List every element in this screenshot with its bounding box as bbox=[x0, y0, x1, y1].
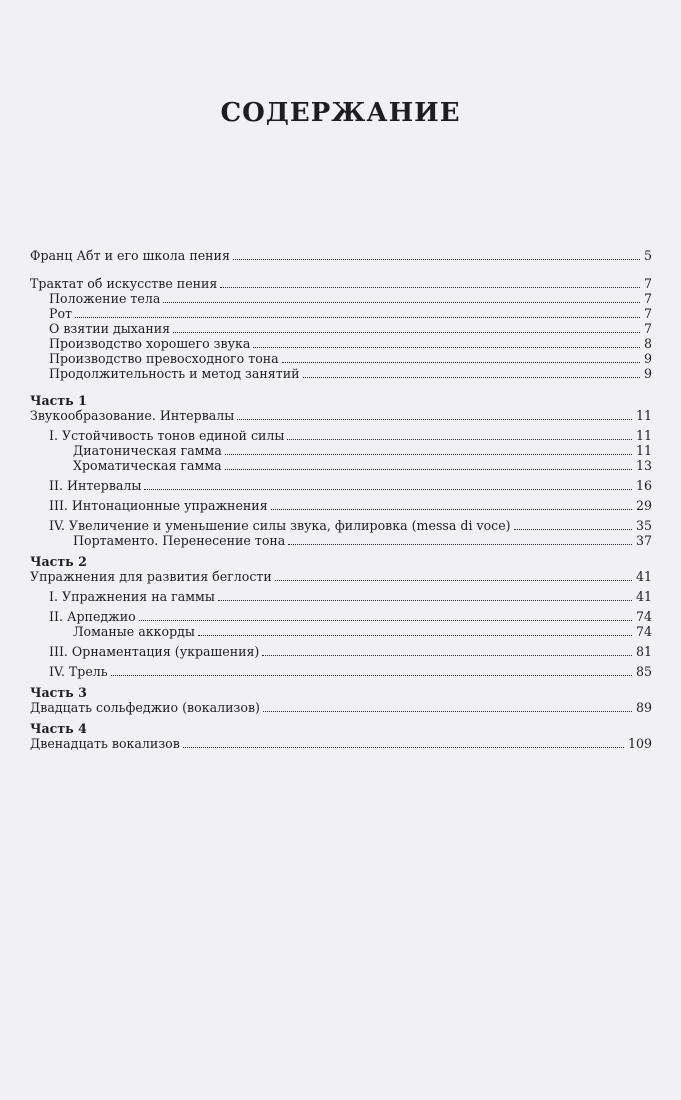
toc-page-number: 11 bbox=[635, 408, 652, 423]
toc-part-heading: Часть 2 bbox=[30, 554, 87, 569]
toc-entry-title: Диатоническая гамма bbox=[73, 443, 222, 458]
toc-page-number: 41 bbox=[635, 569, 652, 584]
toc-entry-title: IV. Трель bbox=[49, 664, 108, 679]
toc-entry-title: II. Интервалы bbox=[49, 478, 142, 493]
toc-page-number: 7 bbox=[643, 276, 652, 291]
toc-entry-title: Звукообразование. Интервалы bbox=[30, 408, 235, 423]
toc-entry-title: Трактат об искусстве пения bbox=[30, 276, 218, 291]
toc-entry bbox=[30, 291, 652, 306]
toc-entry-title: Ломаные аккорды bbox=[73, 624, 195, 639]
toc-entry bbox=[30, 589, 652, 604]
toc-dot-leader bbox=[198, 635, 632, 636]
toc-dot-leader bbox=[282, 362, 640, 363]
toc-dot-leader bbox=[163, 302, 640, 303]
toc-entry-title: Двенадцать вокализов bbox=[30, 736, 180, 751]
toc-entry bbox=[30, 533, 652, 548]
toc-page-number: 81 bbox=[635, 644, 652, 659]
toc-page-number: 7 bbox=[643, 306, 652, 321]
toc-page-number: 7 bbox=[643, 321, 652, 336]
toc-dot-leader bbox=[220, 287, 640, 288]
toc-entry-title: Двадцать сольфеджио (вокализов) bbox=[30, 700, 260, 715]
toc-dot-leader bbox=[253, 347, 640, 348]
toc-entry-title: II. Арпеджио bbox=[49, 609, 136, 624]
toc-entry-title: Положение тела bbox=[49, 291, 161, 306]
toc-entry-title: Франц Абт и его школа пения bbox=[30, 248, 230, 263]
toc-entry bbox=[30, 428, 652, 443]
toc-page-number: 35 bbox=[635, 518, 652, 533]
toc-dot-leader bbox=[263, 711, 632, 712]
toc-entry bbox=[30, 458, 652, 473]
toc-entry bbox=[30, 336, 652, 351]
toc-part-heading: Часть 1 bbox=[30, 393, 87, 408]
toc-dot-leader bbox=[262, 655, 632, 656]
toc-page-number: 37 bbox=[635, 533, 652, 548]
toc-page-number: 9 bbox=[643, 366, 652, 381]
toc-entry-title: Производство превосходного тона bbox=[49, 351, 279, 366]
toc-entry-title: III. Интонационные упражнения bbox=[49, 498, 268, 513]
toc-entry-title: Продолжительность и метод занятий bbox=[49, 366, 300, 381]
toc-page-number: 89 bbox=[635, 700, 652, 715]
toc-entry-title: I. Упражнения на гаммы bbox=[49, 589, 215, 604]
toc-page-number: 13 bbox=[635, 458, 652, 473]
toc-entry bbox=[30, 408, 652, 423]
toc-entry bbox=[30, 624, 652, 639]
toc-entry-title: I. Устойчивость тонов единой силы bbox=[49, 428, 285, 443]
toc-entry-title: Упражнения для развития беглости bbox=[30, 569, 272, 584]
toc-entry bbox=[30, 498, 652, 513]
toc-dot-leader bbox=[183, 747, 624, 748]
toc-entry bbox=[30, 644, 652, 659]
toc-entry-title: Хроматическая гамма bbox=[73, 458, 222, 473]
toc-page-number: 16 bbox=[635, 478, 652, 493]
toc-dot-leader bbox=[233, 259, 640, 260]
toc-dot-leader bbox=[288, 544, 632, 545]
toc-dot-leader bbox=[225, 469, 632, 470]
toc-entry bbox=[30, 700, 652, 715]
toc-spacer bbox=[30, 381, 652, 393]
toc-spacer bbox=[30, 263, 652, 276]
toc-entry bbox=[30, 321, 652, 336]
toc-dot-leader bbox=[287, 439, 632, 440]
toc-page-number: 29 bbox=[635, 498, 652, 513]
toc-entry-title: III. Орнаментация (украшения) bbox=[49, 644, 260, 659]
toc-entry-title: Производство хорошего звука bbox=[49, 336, 251, 351]
toc-part-heading: Часть 3 bbox=[30, 685, 87, 700]
toc-dot-leader bbox=[271, 509, 632, 510]
toc-dot-leader bbox=[218, 600, 632, 601]
toc-entry bbox=[30, 366, 652, 381]
toc-entry-title: О взятии дыхания bbox=[49, 321, 171, 336]
toc-entry bbox=[30, 736, 652, 751]
table-of-contents bbox=[30, 248, 652, 751]
toc-entry-title: IV. Увеличение и уменьшение силы звука, филировка (messa di voce) bbox=[49, 518, 511, 533]
toc-part-heading: Часть 4 bbox=[30, 721, 87, 736]
toc-dot-leader bbox=[144, 489, 632, 490]
toc-entry bbox=[30, 664, 652, 679]
toc-entry bbox=[30, 478, 652, 493]
toc-page-number: 74 bbox=[635, 609, 652, 624]
toc-dot-leader bbox=[237, 419, 632, 420]
toc-dot-leader bbox=[275, 580, 632, 581]
toc-dot-leader bbox=[139, 620, 632, 621]
page-title: СОДЕРЖАНИЕ bbox=[220, 98, 461, 128]
toc-entry bbox=[30, 443, 652, 458]
toc-page-number: 7 bbox=[643, 291, 652, 306]
toc-page-number: 5 bbox=[643, 248, 652, 263]
toc-entry bbox=[30, 518, 652, 533]
toc-page-number: 8 bbox=[643, 336, 652, 351]
toc-entry bbox=[30, 276, 652, 291]
toc-entry-title: Рот bbox=[49, 306, 73, 321]
toc-page-number: 109 bbox=[627, 736, 652, 751]
toc-page-number: 11 bbox=[635, 428, 652, 443]
toc-page-number: 11 bbox=[635, 443, 652, 458]
toc-dot-leader bbox=[303, 377, 640, 378]
toc-entry bbox=[30, 248, 652, 263]
toc-entry bbox=[30, 351, 652, 366]
toc-dot-leader bbox=[111, 675, 632, 676]
toc-page-number: 41 bbox=[635, 589, 652, 604]
toc-page-number: 9 bbox=[643, 351, 652, 366]
toc-dot-leader bbox=[514, 529, 632, 530]
toc-entry bbox=[30, 569, 652, 584]
toc-entry-title: Портаменто. Перенесение тона bbox=[73, 533, 286, 548]
toc-dot-leader bbox=[225, 454, 632, 455]
toc-entry bbox=[30, 306, 652, 321]
toc-dot-leader bbox=[75, 317, 640, 318]
toc-page-number: 74 bbox=[635, 624, 652, 639]
toc-entry bbox=[30, 609, 652, 624]
toc-page-number: 85 bbox=[635, 664, 652, 679]
toc-dot-leader bbox=[173, 332, 640, 333]
